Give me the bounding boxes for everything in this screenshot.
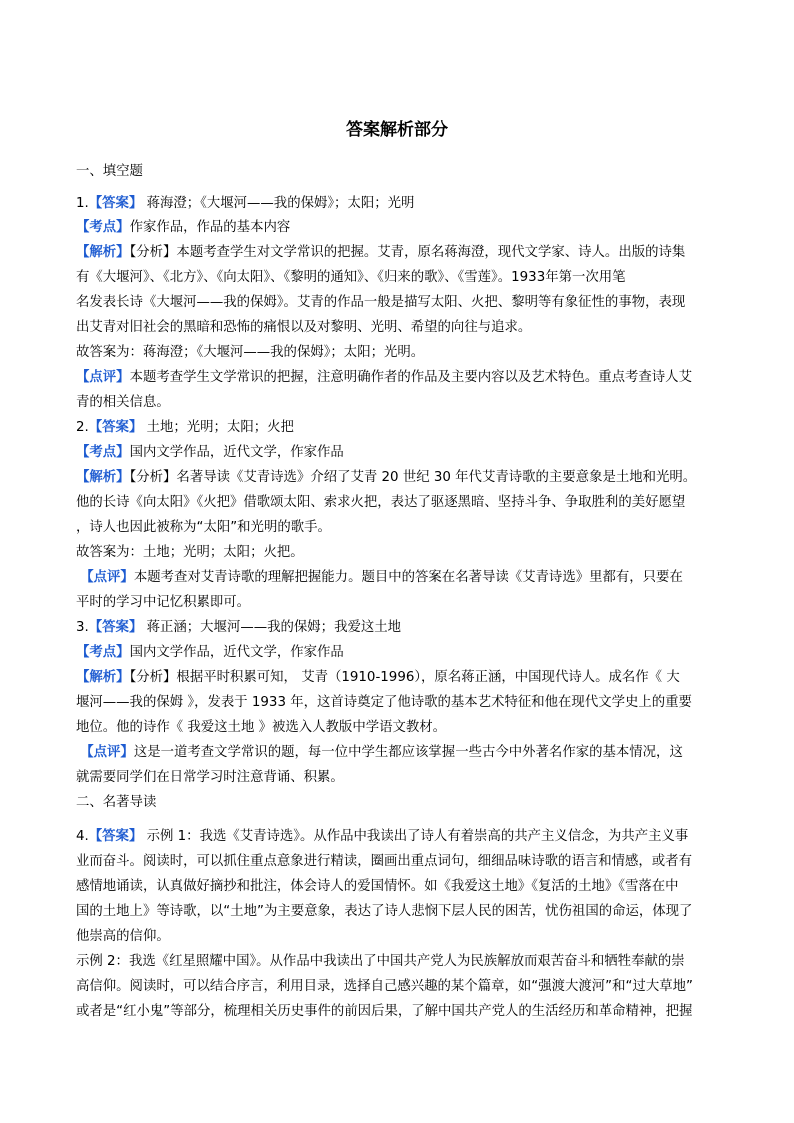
q4-number: 4.	[76, 829, 89, 844]
comment-tag: 【点评】	[80, 570, 134, 585]
q1-point: 作家作品，作品的基本内容	[129, 220, 291, 235]
q1-analysis-line-4: 出艾青对旧社会的黑暗和恐怖的痛恨以及对黎明、光明、希望的向往与追求。	[76, 320, 532, 335]
q4-line-6: 示例 2：我选《红星照耀中国》。从作品中我读出了中国共产党人为民族解放而艰苦奋斗和牺牲奉献的崇	[76, 954, 685, 969]
q3-number: 3.	[76, 620, 89, 635]
q3-analysis-1: 【分析】根据平时积累可知， 艾青（1910-1996），原名蒋正涵，中国现代诗人。成名作《 大	[129, 670, 680, 685]
q2-answer: 土地；光明；太阳；火把	[142, 420, 294, 435]
q1-comment-line-2: 青的相关信息。	[76, 395, 170, 410]
analysis-tag: 【解析】	[76, 470, 130, 485]
q1-analysis-1: 【分析】本题考查学生对文学常识的把握。艾青，原名蒋海澄，现代文学家、诗人。出版的诗集	[129, 245, 686, 260]
q1-analysis-line-1	[76, 243, 724, 263]
q4-line-7: 高信仰。阅读时，可以结合序言，利用目录，选择自己感兴趣的某个篇章，如“强渡大渡河”和“过大草地”	[76, 979, 693, 994]
section-heading-fill-blank: 一、填空题	[76, 164, 143, 179]
q2-comment-line-1	[76, 568, 724, 588]
q2-analysis-line-4: 故答案为：土地；光明；太阳；火把。	[76, 545, 304, 560]
comment-tag: 【点评】	[80, 745, 134, 760]
answer-tag: 【答案】	[88, 829, 143, 844]
q1-comment-line-1	[76, 368, 724, 388]
q2-answer-line	[76, 418, 724, 438]
q1-point-line	[76, 218, 724, 238]
q2-point-line	[76, 443, 724, 463]
q2-analysis-line-3: ，诗人也因此被称为“太阳”和光明的歌手。	[76, 520, 331, 535]
q1-answer: 蒋海澄；《大堰河——我的保姆》；太阳；光明	[142, 196, 415, 211]
comment-tag: 【点评】	[76, 370, 130, 385]
q4-answer-line-1	[76, 827, 724, 847]
page-title: 答案解析部分	[346, 120, 448, 140]
q4-line-5: 他崇高的信仰。	[76, 929, 170, 944]
q4-line-2: 业而奋斗。阅读时，可以抓住重点意象进行精读，圈画出重点词句，细细品味诗歌的语言和情感，或者有	[76, 854, 692, 869]
q3-comment-line-2: 就需要同学们在日常学习时注意背诵、积累。	[76, 770, 344, 785]
q1-analysis-line-2: 有《大堰河》、《北方》、《向太阳》、《黎明的通知》、《归来的歌》、《雪莲》。1933年第一次用笔	[76, 270, 626, 285]
q1-number: 1.	[76, 196, 89, 211]
q3-answer-line	[76, 618, 724, 638]
q2-analysis-line-1	[76, 468, 724, 488]
q4-line-4: 国的土地上》等诗歌，以“土地”为主要意象，表达了诗人悲悯下层人民的困苦，忧伤祖国的命运，体现了	[76, 904, 693, 919]
q3-comment-1: 这是一道考查文学常识的题，每一位中学生都应该掌握一些古今中外著名作家的基本情况，这	[133, 745, 683, 760]
q2-point: 国内文学作品，近代文学，作家作品	[129, 445, 344, 460]
point-tag: 【考点】	[76, 220, 130, 235]
answer-tag: 【答案】	[88, 196, 143, 211]
q2-number: 2.	[76, 420, 89, 435]
q3-analysis-line-2: 堰河——我的保姆 》，发表于 1933 年，这首诗奠定了他诗歌的基本艺术特征和他在现代文学史上的重要	[76, 695, 692, 710]
q1-answer-line	[76, 194, 724, 214]
section-heading-classics: 二、名著导读	[76, 795, 157, 810]
q3-analysis-line-3: 地位。他的诗作《 我爱这土地 》被选入人教版中学语文教材。	[76, 720, 447, 735]
q3-comment-line-1	[76, 743, 724, 763]
answer-tag: 【答案】	[88, 420, 143, 435]
q2-comment-line-2: 平时的学习中记忆积累即可。	[76, 595, 251, 610]
q4-line-8: 或者是“红小鬼”等部分，梳理相关历史事件的前因后果，了解中国共产党人的生活经历和革命精神，把握	[76, 1004, 693, 1019]
q2-comment-1: 本题考查对艾青诗歌的理解把握能力。题目中的答案在名著导读《艾青诗选》里都有，只要在	[133, 570, 683, 585]
q3-analysis-line-1	[76, 668, 724, 688]
q3-point: 国内文学作品，近代文学，作家作品	[129, 645, 344, 660]
point-tag: 【考点】	[76, 645, 130, 660]
q4-answer-1: 示例 1：我选《艾青诗选》。从作品中我读出了诗人有着崇高的共产主义信念，为共产主义事	[142, 829, 689, 844]
q3-answer: 蒋正涵；大堰河——我的保姆；我爱这土地	[142, 620, 402, 635]
q3-point-line	[76, 643, 724, 663]
q1-comment-1: 本题考查学生文学常识的把握，注意明确作者的作品及主要内容以及艺术特色。重点考查诗人艾	[129, 370, 692, 385]
q2-analysis-line-2: 他的长诗《向太阳》《火把》借歌颂太阳、索求火把，表达了驱逐黑暗、坚持斗争、争取胜利的美好愿望	[76, 495, 686, 510]
answer-tag: 【答案】	[88, 620, 143, 635]
q1-analysis-line-5: 故答案为：蒋海澄；《大堰河——我的保姆》；太阳；光明。	[76, 345, 425, 360]
analysis-tag: 【解析】	[76, 670, 130, 685]
point-tag: 【考点】	[76, 445, 130, 460]
q4-line-3: 感情地诵读，认真做好摘抄和批注，体会诗人的爱国情怀。如《我爱这土地》《复活的土地》《雪落在中	[76, 879, 679, 894]
q2-analysis-1: 【分析】名著导读《艾青诗选》介绍了艾青 20 世纪 30 年代艾青诗歌的主要意象是土地和光明。	[129, 470, 697, 485]
q1-analysis-line-3: 名发表长诗《大堰河——我的保姆》。艾青的作品一般是描写太阳、火把、黎明等有象征性的事物，表现	[76, 295, 686, 310]
analysis-tag: 【解析】	[76, 245, 130, 260]
